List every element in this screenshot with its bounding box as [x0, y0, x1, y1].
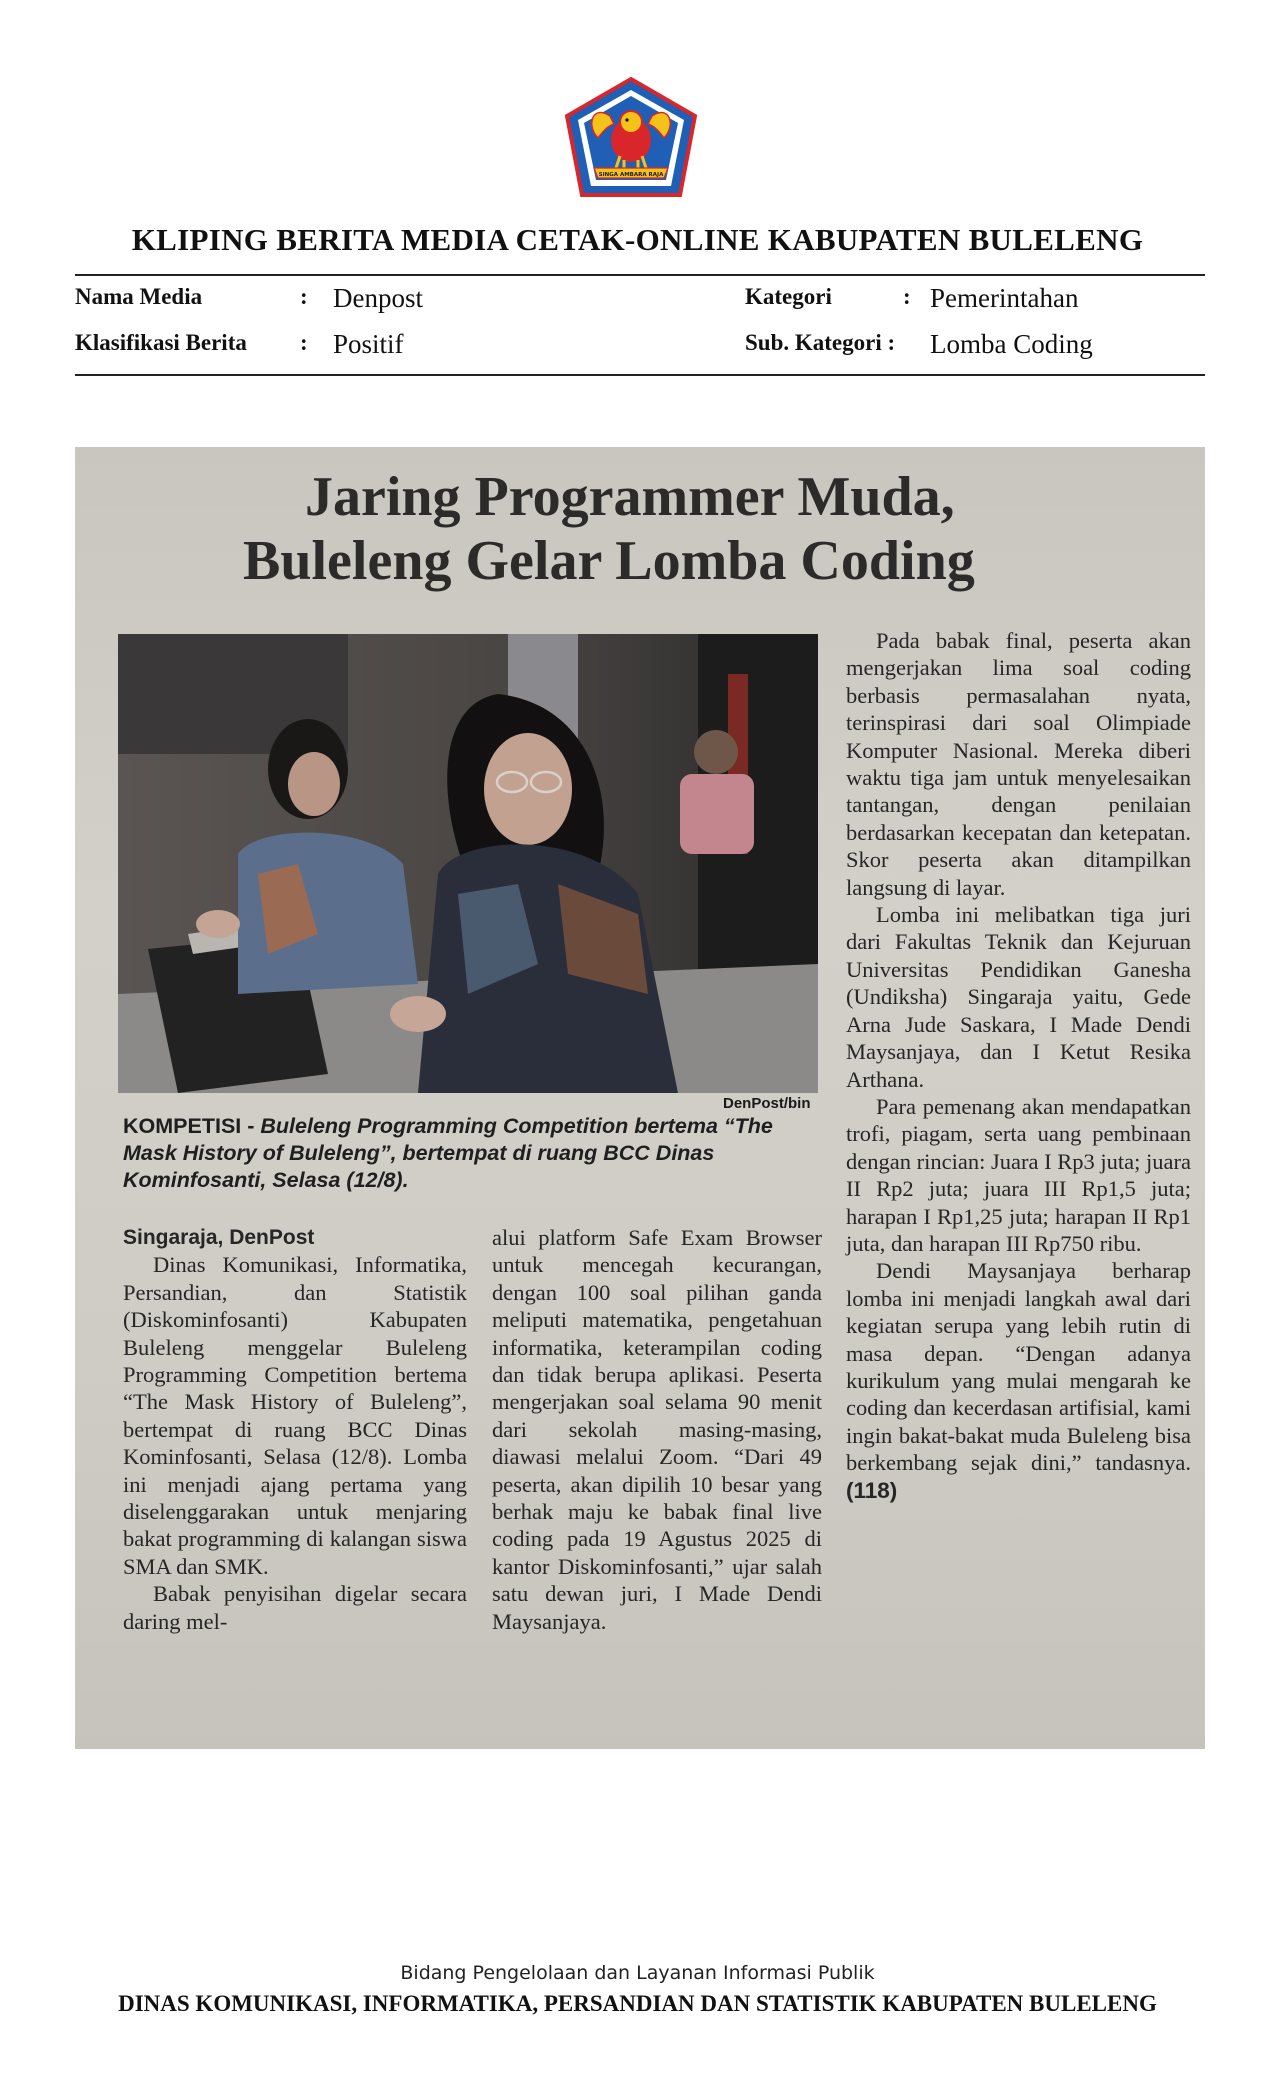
- column-2-paragraph-1: alui platform Safe Exam Browser untuk mencegah kecurangan, dengan 100 soal pilihan ganda meliputi matematika, pengetahuan informatika, keterampilan coding dan tidak berupa aplikasi. Peserta mengerjakan soal selama 90 menit dari sekolah masing-masing, diawasi melalui Zoom. “Dari 49 peserta, akan dipilih 10 besar yang berhak maju ke babak final live coding pada 19 Agustus 2025 di kantor Diskominfosanti,” ujar salah satu dewan juri, I Made Dendi Maysanjaya.: [492, 1225, 822, 1634]
- article-column-2: [492, 1224, 822, 1635]
- caption-lead: KOMPETISI -: [123, 1114, 261, 1138]
- news-classification-colon: :: [300, 330, 308, 355]
- news-classification-label: Klasifikasi Berita: [75, 330, 247, 355]
- sub-category-label: Sub. Kategori :: [745, 330, 896, 355]
- footer-title: DINAS KOMUNIKASI, INFORMATIKA, PERSANDIAN DAN STATISTIK KABUPATEN BULELENG: [118, 1991, 1157, 2016]
- photo-caption: [123, 1113, 823, 1194]
- document-title: KLIPING BERITA MEDIA CETAK-ONLINE KABUPATEN BULELENG: [131, 222, 1144, 257]
- column-1-paragraph-1: Dinas Komunikasi, Informatika, Persandian, dan Statistik (Diskominfosanti) Kabupaten Buleleng menggelar Buleleng Programming Competition bertema “The Mask History of Buleleng”, bertempat di ruang BCC Dinas Kominfosanti, Selasa (12/8). Lomba ini menjadi ajang pertama yang diselenggarakan untuk menjaring bakat programming di kalangan siswa SMA dan SMK.: [123, 1252, 467, 1579]
- column-1-paragraph-2: Babak penyisihan digelar secara daring mel-: [123, 1581, 467, 1634]
- logo-motto: SINGA AMBARA RAJA: [598, 172, 664, 178]
- category-value: Pemerintahan: [930, 283, 1079, 313]
- header-divider-top: [75, 274, 1205, 276]
- column-3-paragraph-1: Pada babak final, peserta akan mengerjakan lima soal coding berbasis permasalahan nyata, terinspirasi dari soal Olimpiade Komputer Nasional. Mereka diberi waktu tiga jam untuk menyelesaikan tantangan, dengan penilaian berdasarkan kecepatan dan ketepatan. Skor peserta akan ditampilkan langsung di layar.: [846, 628, 1191, 900]
- media-name-value: Denpost: [333, 283, 423, 313]
- column-3-paragraph-4: [846, 1257, 1191, 1504]
- media-name-colon: :: [300, 284, 308, 309]
- article-column-1: [123, 1224, 467, 1635]
- footer-subtitle: Bidang Pengelolaan dan Layanan Informasi Publik: [400, 1962, 875, 1984]
- headline-line-2: Buleleng Gelar Lomba Coding: [243, 530, 975, 592]
- header-divider-bottom: [75, 374, 1205, 376]
- sub-category-value: Lomba Coding: [930, 329, 1093, 359]
- photo-credit: DenPost/bin: [723, 1095, 811, 1112]
- category-label: Kategori: [745, 284, 832, 309]
- newspaper-clipping: [75, 447, 1205, 1749]
- column-3-paragraph-2: Lomba ini melibatkan tiga juri dari Fakultas Teknik dan Kejuruan Universitas Pendidikan Ganesha (Undiksha) Singaraja yaitu, Gede Arna Jude Saskara, I Made Dendi Maysanjaya, dan I Ketut Resika Arthana.: [846, 902, 1191, 1092]
- buleleng-crest-logo: [564, 76, 698, 198]
- competition-photo: [118, 634, 818, 1093]
- news-classification-value: Positif: [333, 329, 404, 359]
- category-colon: :: [903, 284, 911, 309]
- caption-text: Buleleng Programming Competition bertema “The Mask History of Buleleng”, bertempat di ruang BCC Dinas Kominfosanti, Selasa (12/8).: [123, 1114, 773, 1192]
- column-3-paragraph-3: Para pemenang akan mendapatkan trofi, piagam, serta uang pembinaan dengan rincian: Juara I Rp3 juta; juara II Rp2 juta; juara III Rp1,5 juta; harapan I Rp1,25 juta; harapan II Rp1 juta, dan harapan III Rp750 ribu.: [846, 1093, 1191, 1256]
- column-3-paragraph-4-text: Dendi Maysanjaya berharap lomba ini menjadi langkah awal dari kegiatan serupa yang lebih rutin di masa depan. “Dengan adanya kurikulum yang mulai mengarah ke coding dan kecerdasan artifisial, kami ingin bakat-bakat muda Buleleng bisa berkembang sejak dini,” tandasnya.: [846, 1258, 1191, 1476]
- media-name-label: Nama Media: [75, 284, 203, 309]
- author-code: (118): [846, 1477, 898, 1503]
- headline-line-1: Jaring Programmer Muda,: [305, 466, 955, 528]
- byline: Singaraja, DenPost: [123, 1226, 315, 1249]
- article-column-3: [846, 627, 1191, 1504]
